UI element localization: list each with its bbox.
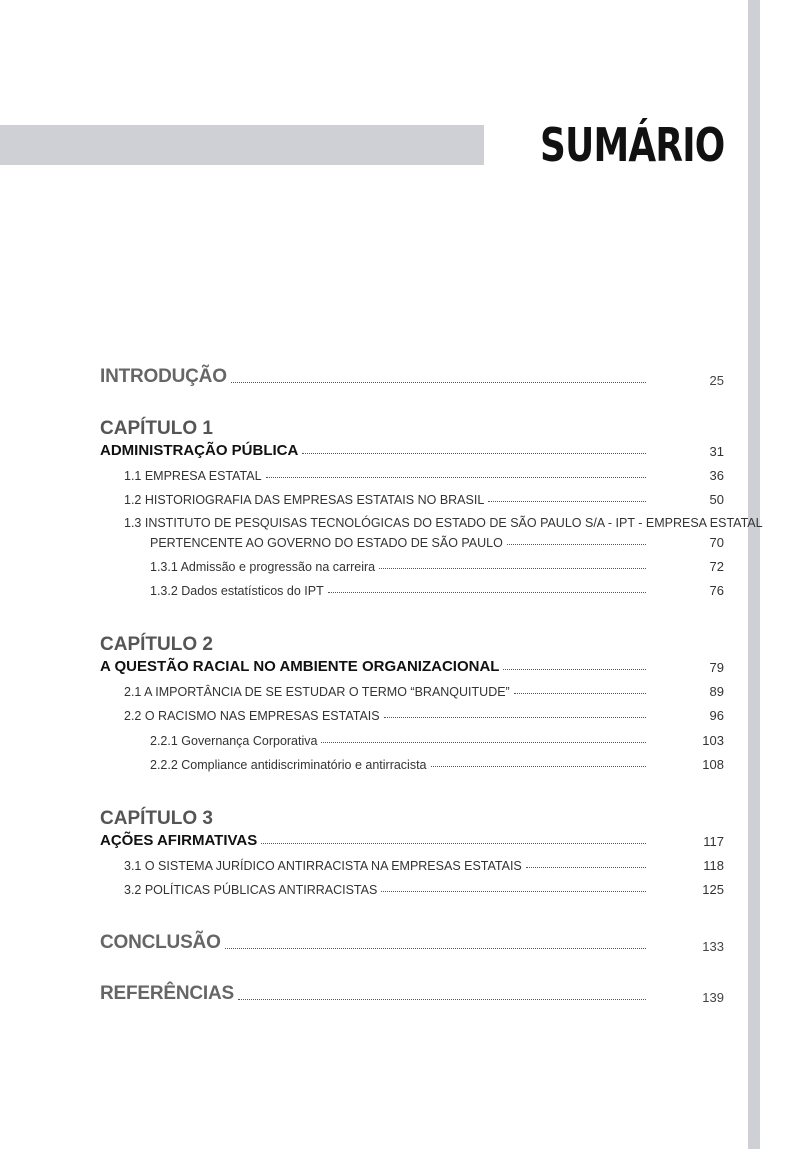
toc-page: 76 [709,583,724,598]
toc-label: PERTENCENTE AO GOVERNO DO ESTADO DE SÃO PAULO [150,536,503,550]
dot-leader [384,717,646,718]
dot-leader [526,867,646,868]
toc-page: 103 [702,733,724,748]
toc-page: 25 [709,373,724,388]
toc-label: 1.3.1 Admissão e progressão na carreira [150,560,376,574]
chapter-3-heading: CAPÍTULO 3 [100,808,213,829]
chapter-1-heading: CAPÍTULO 1 [100,418,213,439]
toc-label: 1.2 HISTORIOGRAFIA DAS EMPRESAS ESTATAIS NO BRASIL [124,493,485,507]
toc-page: 96 [709,708,724,723]
toc-page: 108 [702,757,724,772]
toc-label: 2.2 O RACISMO NAS EMPRESAS ESTATAIS [124,709,380,723]
toc-entry-1-1[interactable] [0,468,800,483]
toc-label: 3.1 O SISTEMA JURÍDICO ANTIRRACISTA NA EMPRESAS ESTATAIS [124,859,522,873]
dot-leader [328,592,646,593]
toc-page: 89 [709,684,724,699]
chapter-2-heading: CAPÍTULO 2 [100,634,213,655]
toc-page: 36 [709,468,724,483]
dot-leader [503,669,646,670]
toc-page: 72 [709,559,724,574]
dot-leader [507,544,646,545]
toc-page: 133 [702,939,724,954]
toc-entry-cap2-title[interactable] [0,658,800,675]
header-bar [0,125,484,165]
toc-label: A QUESTÃO RACIAL NO AMBIENTE ORGANIZACIONAL [100,658,500,675]
toc-page: 70 [709,535,724,550]
dot-leader [379,568,646,569]
toc-label: 2.2.2 Compliance antidiscriminatório e antirracista [150,758,427,772]
toc-label: REFERÊNCIAS [100,983,234,1004]
toc-page: 118 [703,858,724,873]
toc-label: AÇÕES AFIRMATIVAS [100,832,258,849]
toc-entry-conclusao[interactable] [0,932,800,954]
dot-leader [431,766,646,767]
dot-leader [225,948,646,949]
dot-leader [261,843,646,844]
toc-entry-referencias[interactable] [0,983,800,1005]
toc-page: 79 [709,660,724,675]
toc-label: 2.2.1 Governança Corporativa [150,734,318,748]
toc-entry-cap1-title[interactable] [0,442,800,459]
dot-leader [514,693,646,694]
toc-entry-1-3-line1[interactable]: 1.3 INSTITUTO DE PESQUISAS TECNOLÓGICAS DO ESTADO DE SÃO PAULO S/A - IPT - EMPRESA ESTATAL [124,516,763,530]
toc-label: 3.2 POLÍTICAS PÚBLICAS ANTIRRACISTAS [124,883,378,897]
toc-page: 117 [703,834,724,849]
side-stripe [748,0,760,1149]
toc-entry-introducao[interactable] [0,366,800,388]
toc-page: 50 [709,492,724,507]
toc-page: 31 [709,444,724,459]
toc-entry-2-1[interactable] [0,684,800,699]
toc-entry-1-3-2[interactable] [0,583,800,598]
toc-label: 2.1 A IMPORTÂNCIA DE SE ESTUDAR O TERMO “BRANQUITUDE” [124,685,510,699]
dot-leader [266,477,646,478]
toc-entry-cap3-title[interactable] [0,832,800,849]
toc-entry-1-2[interactable] [0,492,800,507]
page-title: SUMÁRIO [539,118,724,172]
toc-entry-3-2[interactable] [0,882,800,897]
toc-entry-1-3[interactable] [0,535,800,550]
toc-entry-1-3-1[interactable] [0,559,800,574]
dot-leader [381,891,646,892]
dot-leader [238,999,646,1000]
dot-leader [231,382,646,383]
toc-entry-2-2-2[interactable] [0,757,800,772]
toc-label: 1.3.2 Dados estatísticos do IPT [150,584,324,598]
dot-leader [488,501,646,502]
toc-label: ADMINISTRAÇÃO PÚBLICA [100,442,299,459]
toc-page: 125 [702,882,724,897]
dot-leader [302,453,646,454]
toc-label: 1.1 EMPRESA ESTATAL [124,469,262,483]
toc-label: CONCLUSÃO [100,932,221,953]
toc-entry-3-1[interactable] [0,858,800,873]
toc-page: 139 [702,990,724,1005]
toc-entry-2-2-1[interactable] [0,733,800,748]
dot-leader [321,742,646,743]
toc-entry-2-2[interactable] [0,708,800,723]
toc-label: INTRODUÇÃO [100,366,227,387]
